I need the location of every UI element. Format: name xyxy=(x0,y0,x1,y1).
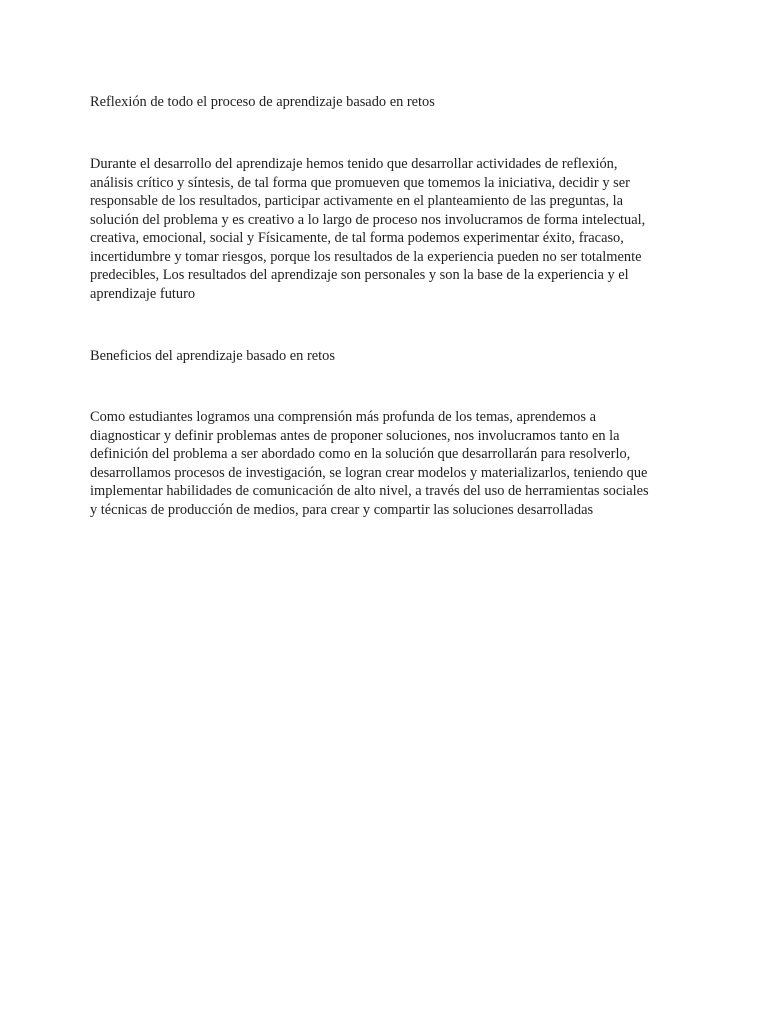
paragraph-line: diagnosticar y definir problemas antes de proponer soluciones, nos involucramos tanto en la xyxy=(90,427,620,444)
paragraph-line: responsable de los resultados, participar activamente en el planteamiento de las preguntas, la xyxy=(90,193,624,209)
paragraph-line: aprendizaje futuro xyxy=(90,285,196,302)
heading-beneficios: Beneficios del aprendizaje basado en retos xyxy=(90,348,335,364)
paragraph-line: y técnicas de producción de medios, para crear y compartir las soluciones desarrolladas xyxy=(90,501,594,518)
paragraph-line: incertidumbre y tomar riesgos, porque los resultados de la experiencia pueden no ser totalmente xyxy=(90,248,642,265)
heading-reflexion: Reflexión de todo el proceso de aprendizaje basado en retos xyxy=(90,94,435,110)
paragraph-line: implementar habilidades de comunicación de alto nivel, a través del uso de herramientas sociales xyxy=(90,483,649,499)
paragraph-line: Durante el desarrollo del aprendizaje hemos tenido que desarrollar actividades de reflexión, xyxy=(90,156,618,172)
paragraph-reflexion xyxy=(90,155,690,303)
paragraph-line: solución del problema y es creativo a lo largo de proceso nos involucramos de forma intelectual, xyxy=(90,211,646,228)
paragraph-beneficios xyxy=(90,408,690,519)
paragraph-line: creativa, emocional, social y Físicamente, de tal forma podemos experimentar éxito, fracaso, xyxy=(90,230,624,246)
paragraph-line: Como estudiantes logramos una comprensión más profunda de los temas, aprendemos a xyxy=(90,409,596,425)
paragraph-line: análisis crítico y síntesis, de tal forma que promueven que tomemos la iniciativa, decidir y ser xyxy=(90,174,630,191)
paragraph-line: desarrollamos procesos de investigación, se logran crear modelos y materializarlos, teniendo que xyxy=(90,464,648,481)
paragraph-line: predecibles, Los resultados del aprendizaje son personales y son la base de la experiencia y el xyxy=(90,267,629,283)
paragraph-line: definición del problema a ser abordado como en la solución que desarrollarán para resolverlo, xyxy=(90,446,631,462)
